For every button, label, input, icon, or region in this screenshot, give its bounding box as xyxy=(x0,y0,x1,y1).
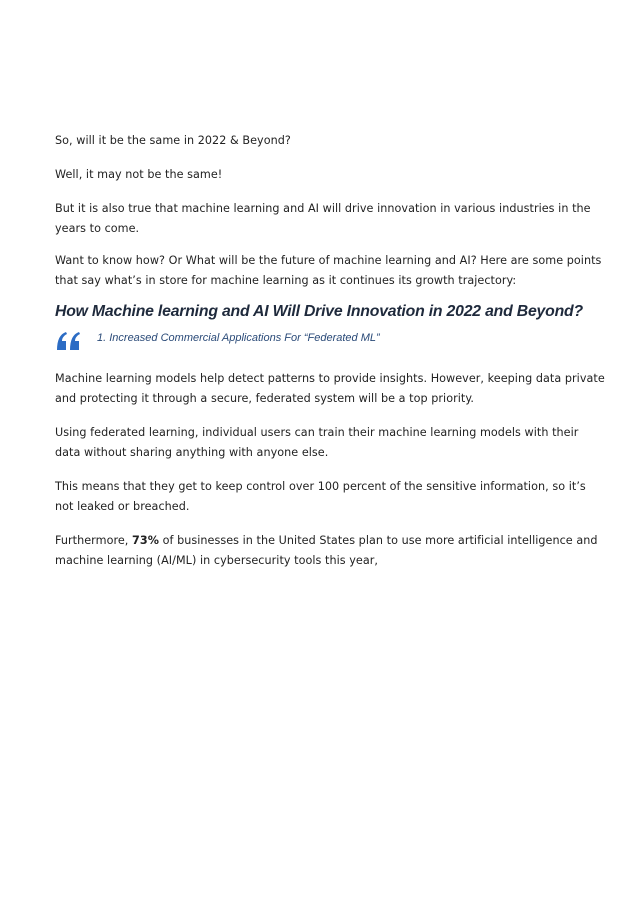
intro-paragraph-3: But it is also true that machine learning and AI will drive innovation in various industries in the years to come. xyxy=(55,202,591,235)
stat-highlight: 73% xyxy=(132,534,159,547)
body-paragraph-1: Machine learning models help detect patterns to provide insights. However, keeping data private and protecting it through a secure, federated system will be a top priority. xyxy=(55,372,605,405)
intro-paragraph-4: Want to know how? Or What will be the future of machine learning and AI? Here are some points that say what’s in store for machine learning as it continues its growth trajectory: xyxy=(55,254,602,287)
quote-icon xyxy=(55,328,83,354)
body-paragraph-4-suffix: of businesses in the United States plan to use more artificial intelligence and machine learning (AI/ML) in cybersecurity tools this year, xyxy=(55,534,598,567)
section-heading: How Machine learning and AI Will Drive Innovation in 2022 and Beyond? xyxy=(55,303,583,320)
intro-paragraph-1: So, will it be the same in 2022 & Beyond? xyxy=(55,134,291,147)
blockquote xyxy=(55,328,605,362)
body-paragraph-4-prefix: Furthermore, xyxy=(55,534,133,547)
body-paragraph-2: Using federated learning, individual users can train their machine learning models with their data without sharing anything with anyone else. xyxy=(55,426,579,459)
quote-text: 1. Increased Commercial Applications For “Federated ML” xyxy=(97,332,380,344)
body-paragraph-3: This means that they get to keep control over 100 percent of the sensitive information, so it’s not leaked or breached. xyxy=(55,480,586,513)
article-content xyxy=(55,131,605,571)
body-paragraph-4 xyxy=(55,531,605,571)
intro-paragraph-2: Well, it may not be the same! xyxy=(55,168,223,181)
